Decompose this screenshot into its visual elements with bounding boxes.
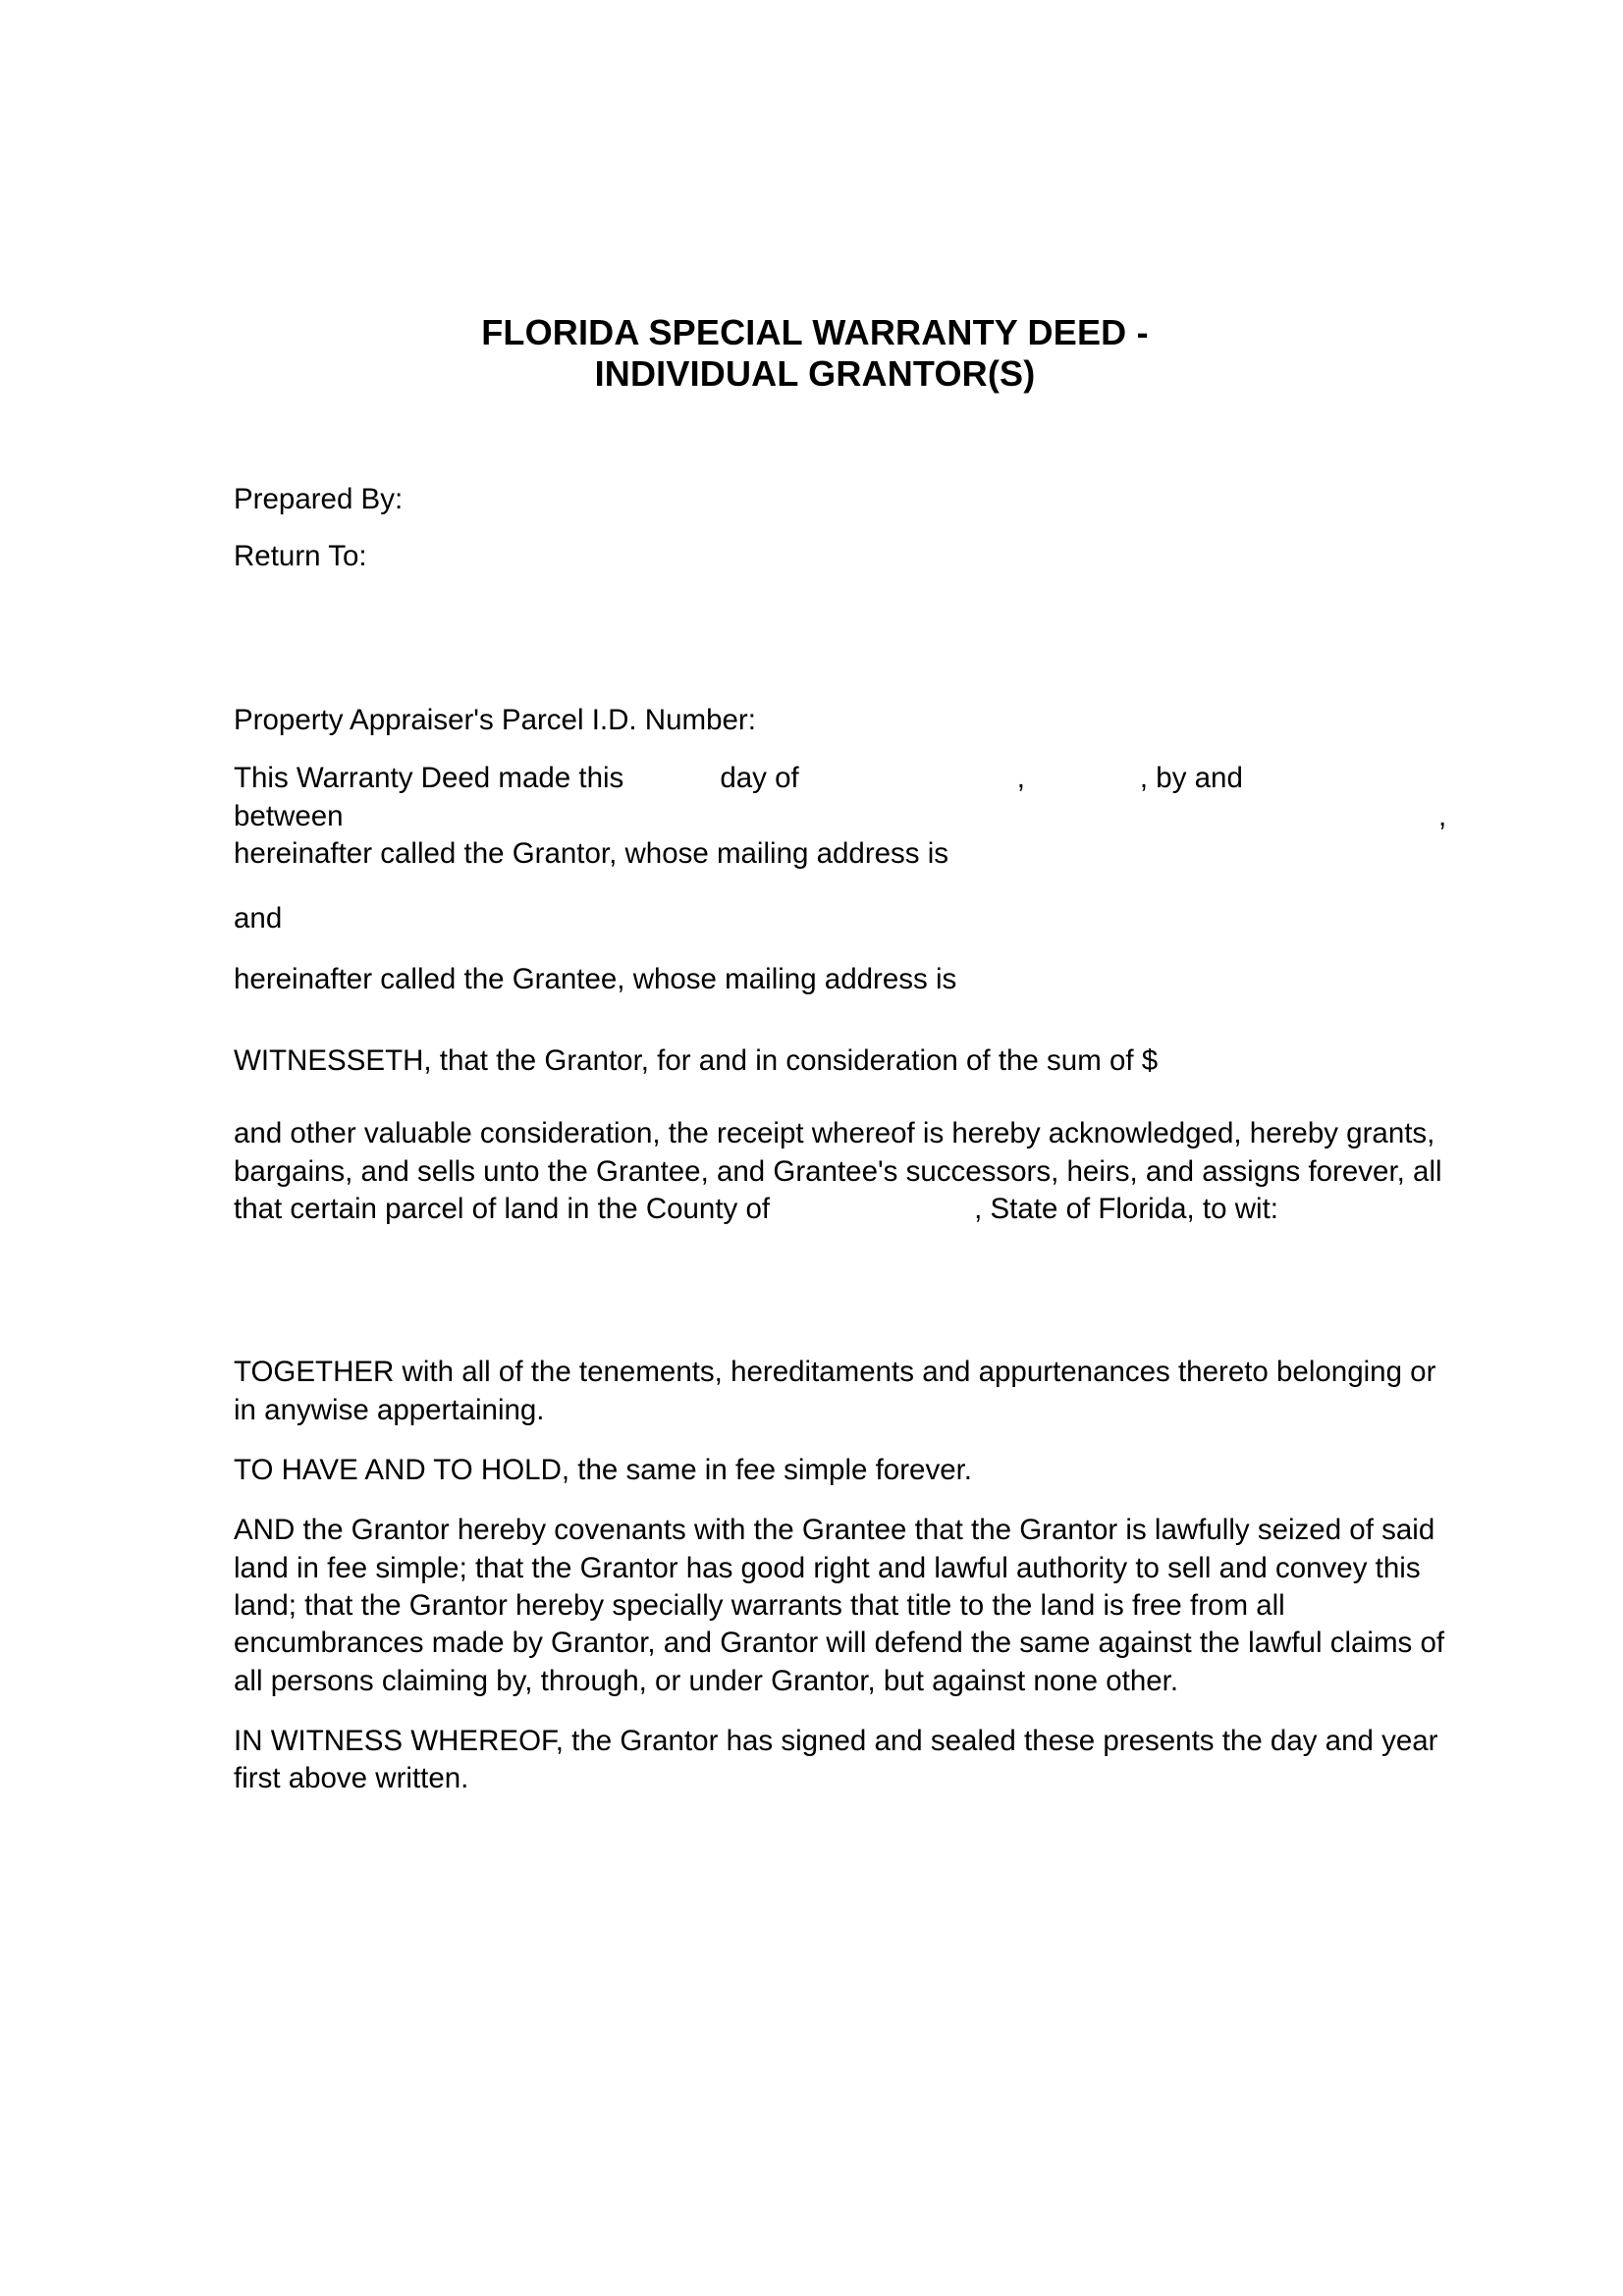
page-title-line-1: FLORIDA SPECIAL WARRANTY DEED - [481,312,1149,352]
consideration-text-part-1: and other valuable consideration, the receipt whereof is hereby acknowledged, hereby grants, bargains, and sells unto the Grantee, and Grantee's successors, heirs, and assigns forever, all that certain parcel of land in the County of [234,1117,1450,1225]
between-text: between [234,799,344,832]
page-title [245,0,1384,395]
between-line [234,798,1451,835]
together-paragraph: TOGETHER with all of the tenements, hereditaments and appurtenances thereto belonging or in anywise appertaining. [234,1356,1444,1426]
prepared-by-label: Prepared By: [234,483,404,516]
parcel-id-label: Property Appraiser's Parcel I.D. Number: [234,703,756,736]
and-connector: and [234,902,283,935]
grantor-mailing-address-line: hereinafter called the Grantor, whose mailing address is [234,836,949,870]
day-of-text: day of [720,762,799,795]
witnesseth-line: WITNESSETH, that the Grantor, for and in consideration of the sum of $ [234,1043,1159,1077]
page-title-line-2: INDIVIDUAL GRANTOR(S) [594,353,1036,395]
grantor-name-trailing-comma: , [1438,799,1447,832]
to-have-and-to-hold-paragraph: TO HAVE AND TO HOLD, the same in fee simple forever. [234,1454,972,1487]
covenants-paragraph: AND the Grantor hereby covenants with the Grantee that the Grantor is lawfully seized of said land in fee simple; that the Grantor has good right and lawful authority to sell and convey this land; that the Grantor hereby specially warrants that title to the land is free from all encumbrances made by Grantor, and Grantor will defend the same against the lawful claims of all persons claiming by, through, or under Grantor, but against none other. [234,1514,1453,1697]
date-comma-2: , by and [1139,762,1243,795]
grantee-mailing-address-line: hereinafter called the Grantee, whose mailing address is [234,962,957,995]
return-to-label: Return To: [234,539,367,572]
made-this-prefix: This Warranty Deed made this [234,762,624,795]
consideration-paragraph [234,1115,1451,1228]
in-witness-whereof-paragraph: IN WITNESS WHEREOF, the Grantor has signed and sealed these presents the day and year first above written. [234,1725,1446,1795]
consideration-text-part-2: , State of Florida, to wit: [974,1193,1278,1225]
document-content [234,0,1451,1798]
date-comma-1: , [1016,762,1025,795]
deed-date-line [234,760,1451,797]
